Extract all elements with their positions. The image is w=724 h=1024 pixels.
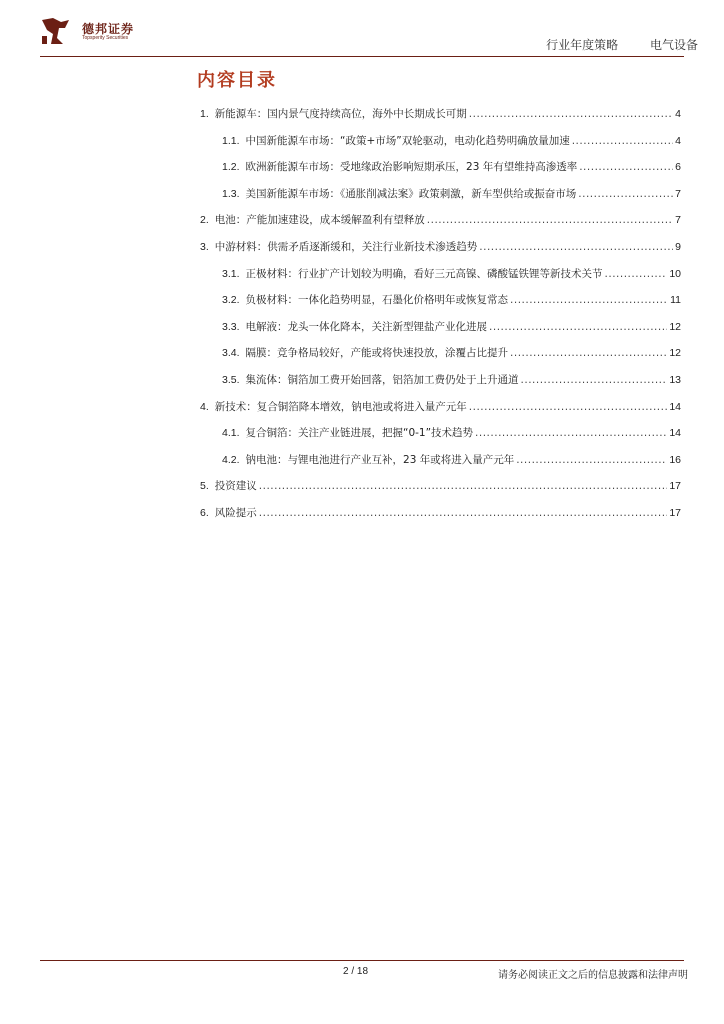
toc-entry-page: 12 — [669, 320, 681, 333]
toc-entry-title: 风险提示 — [214, 506, 257, 519]
page-number: 2 / 18 — [343, 966, 369, 977]
toc-entry-page: 4 — [675, 134, 681, 147]
toc-entry[interactable] — [200, 452, 681, 479]
toc-leader-dots — [489, 321, 667, 333]
company-name-cn: 德邦证券 — [82, 22, 135, 36]
toc-leader-dots — [259, 507, 668, 519]
toc-entry-number: 1.3. — [222, 187, 240, 200]
toc-entry-title: 美国新能源车市场：《通胀削减法案》政策刺激，新车型供给或振奋市场 — [245, 187, 577, 200]
toc-entry[interactable] — [200, 345, 681, 372]
toc-entry-title: 隔膜：竞争格局较好，产能或将快速投放，涂覆占比提升 — [245, 347, 509, 360]
toc-entry-page: 10 — [669, 267, 681, 280]
toc-entry-page: 14 — [669, 400, 681, 413]
footer-divider — [40, 960, 684, 961]
toc-entry-page: 14 — [669, 427, 681, 440]
toc-entry[interactable] — [200, 399, 681, 426]
company-logo-icon — [39, 14, 73, 48]
toc-entry-page: 4 — [675, 108, 681, 120]
toc-leader-dots — [521, 374, 668, 386]
toc-entry-title: 电解液：龙头一体化降本，关注新型锂盐产业化进展 — [245, 320, 488, 333]
toc-entry-page: 13 — [669, 373, 681, 386]
toc-leader-dots — [469, 401, 668, 413]
toc-entry-number: 1.1. — [222, 134, 240, 147]
toc-entry[interactable] — [200, 478, 681, 505]
toc-entry[interactable] — [200, 159, 681, 186]
toc-entry[interactable] — [200, 212, 681, 239]
toc-entry-title: 负极材料：一体化趋势明显，石墨化价格明年或恢复常态 — [245, 294, 509, 307]
toc-entry[interactable] — [200, 319, 681, 346]
toc-entry-number: 6. — [200, 506, 209, 519]
toc-entry-number: 3.1. — [222, 267, 240, 280]
header-divider — [40, 56, 684, 57]
toc-entry-number: 4.2. — [222, 453, 240, 466]
toc-entry-page: 12 — [669, 347, 681, 360]
toc-entry-number: 3.2. — [222, 294, 240, 307]
table-of-contents — [200, 106, 681, 532]
toc-leader-dots — [516, 454, 667, 466]
toc-leader-dots — [479, 241, 673, 253]
toc-entry-title: 电池：产能加速建设，成本缓解盈利有望释放 — [214, 214, 425, 227]
company-name-en: Topsperity Securities — [82, 35, 129, 41]
toc-entry-number: 4.1. — [222, 427, 240, 440]
toc-entry[interactable] — [200, 266, 681, 293]
toc-entry[interactable] — [200, 239, 681, 266]
toc-entry-page: 11 — [670, 294, 681, 307]
toc-entry-title: 中游材料：供需矛盾逐渐缓和，关注行业新技术渗透趋势 — [214, 240, 478, 253]
toc-entry[interactable] — [200, 106, 681, 133]
toc-entry[interactable] — [200, 425, 681, 452]
toc-entry-page: 16 — [669, 453, 681, 466]
toc-leader-dots — [427, 214, 673, 226]
toc-entry-number: 3. — [200, 240, 209, 253]
toc-entry-page: 6 — [675, 161, 681, 174]
toc-entry-page: 17 — [669, 480, 681, 493]
toc-entry-title: 新技术：复合铜箔降本增效，钠电池或将进入量产元年 — [214, 400, 467, 413]
toc-entry-title: 投资建议 — [214, 480, 257, 493]
toc-leader-dots — [475, 427, 667, 439]
toc-entry-page: 9 — [675, 240, 681, 253]
toc-entry-title: 钠电池：与锂电池进行产业互补，23 年或将进入量产元年 — [245, 453, 515, 466]
toc-entry-page: 7 — [675, 187, 681, 200]
toc-entry-title: 正极材料：行业扩产计划较为明确，看好三元高镍、磷酸锰铁锂等新技术关节 — [245, 267, 603, 280]
toc-entry-number: 3.5. — [222, 373, 240, 386]
report-category: 行业年度策略 — [546, 38, 619, 52]
toc-leader-dots — [259, 480, 668, 492]
page-header — [0, 0, 724, 58]
toc-leader-dots — [605, 268, 668, 280]
toc-entry-title: 欧洲新能源车市场：受地缘政治影响短期承压，23 年有望维持高渗透率 — [245, 161, 578, 174]
toc-entry-title: 复合铜箔：关注产业链进展，把握“0-1”技术趋势 — [245, 427, 474, 440]
toc-entry-number: 4. — [200, 400, 209, 413]
toc-leader-dots — [578, 188, 673, 200]
toc-leader-dots — [469, 108, 673, 120]
toc-entry-number: 3.3. — [222, 320, 240, 333]
toc-leader-dots — [510, 347, 667, 359]
toc-title: 内容目录 — [197, 70, 277, 91]
toc-entry[interactable] — [200, 372, 681, 399]
toc-entry[interactable] — [200, 292, 681, 319]
toc-entry-number: 5. — [200, 480, 209, 493]
toc-leader-dots — [572, 135, 673, 147]
toc-leader-dots — [579, 161, 673, 173]
toc-entry-page: 7 — [675, 214, 681, 227]
toc-entry-title: 新能源车：国内景气度持续高位，海外中长期成长可期 — [214, 108, 467, 120]
toc-entry-number: 1. — [200, 108, 209, 120]
toc-entry-number: 3.4. — [222, 347, 240, 360]
toc-entry[interactable] — [200, 186, 681, 213]
report-sector: 电气设备 — [649, 38, 698, 52]
toc-entry-number: 2. — [200, 214, 209, 227]
header-labels — [518, 36, 698, 53]
toc-entry-title: 集流体：铜箔加工费开始回落，铝箔加工费仍处于上升通道 — [245, 373, 519, 386]
toc-entry-page: 17 — [669, 506, 681, 519]
toc-entry-number: 1.2. — [222, 161, 240, 174]
toc-entry-title: 中国新能源车市场：“政策+市场”双轮驱动，电动化趋势明确放量加速 — [245, 134, 570, 147]
toc-entry[interactable] — [200, 505, 681, 532]
toc-entry[interactable] — [200, 133, 681, 160]
legal-disclaimer: 请务必阅读正文之后的信息披露和法律声明 — [498, 970, 688, 981]
toc-leader-dots — [510, 294, 668, 306]
